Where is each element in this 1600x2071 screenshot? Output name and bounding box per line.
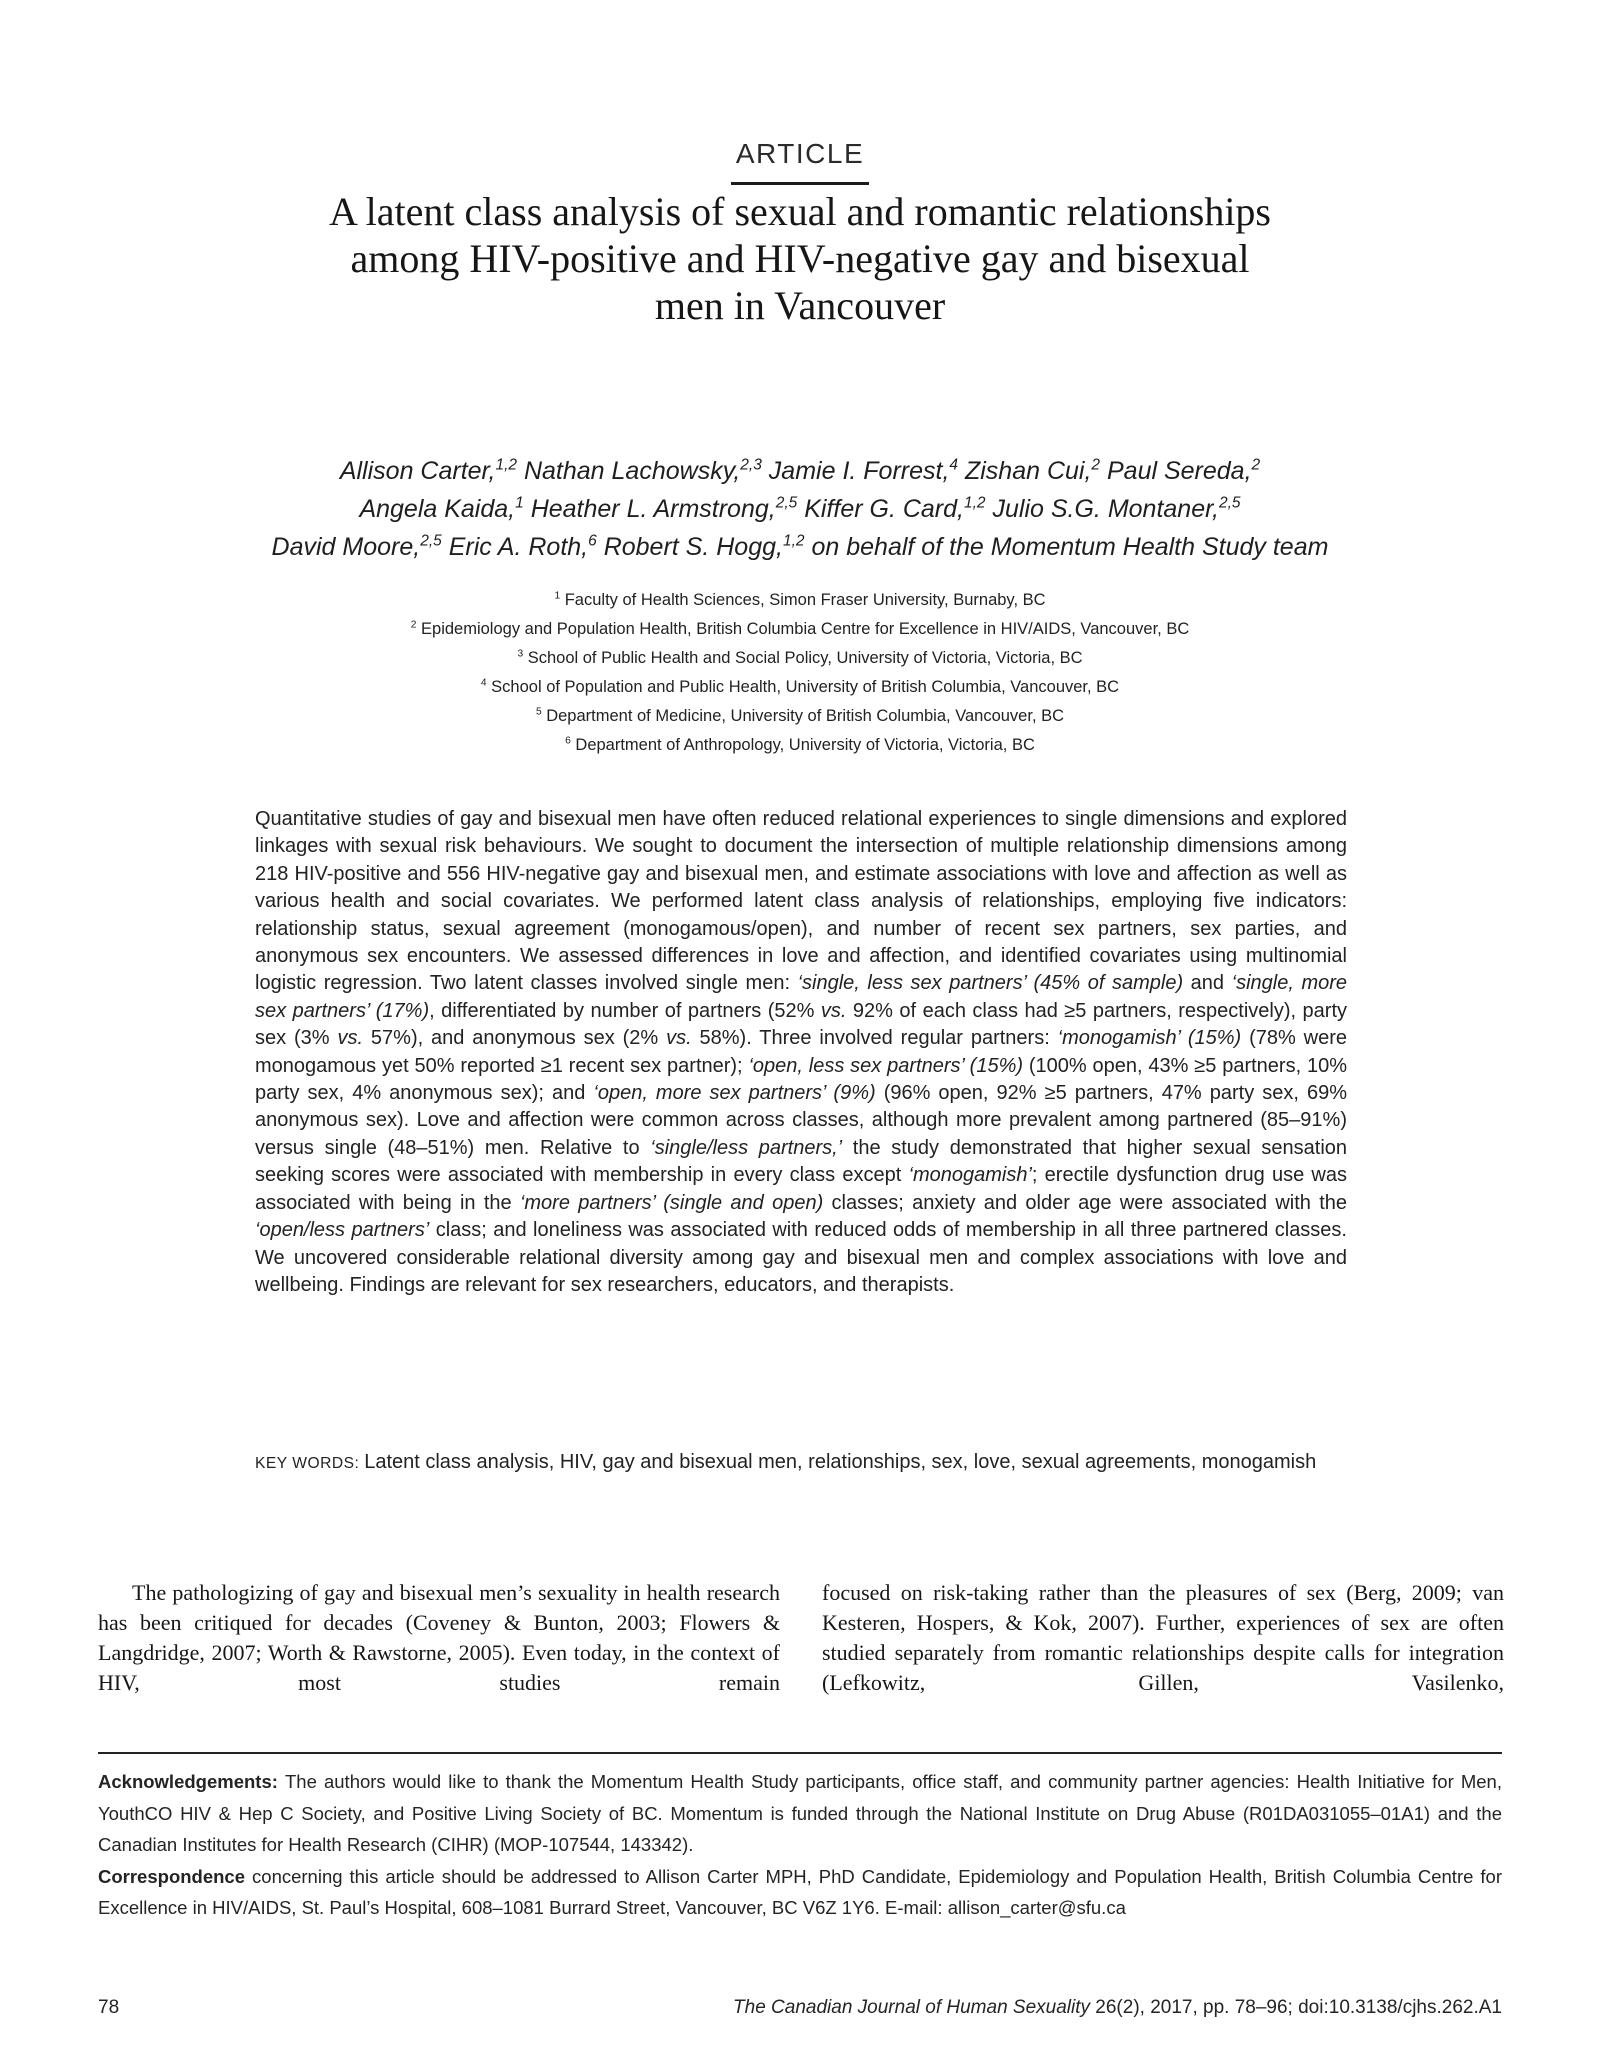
affiliation-line: $^2$ Epidemiology and Population Health, British Columbia Centre for Excellence in HIV/AIDS, Vancouver, BC bbox=[410, 619, 1190, 638]
title-line-1: A latent class analysis of sexual and romantic relationships bbox=[329, 189, 1271, 234]
author-line: Angela Kaida,$^1$ Heather L. Armstrong,$^{2,5}$ Kiffer G. Card,$^{1,2}$ Julio S.G. Montaner,$^{2,5}$ bbox=[359, 494, 1241, 523]
title-line-2: among HIV-positive and HIV-negative gay and bisexual bbox=[350, 236, 1250, 281]
keywords-line: KEY WORDS: Latent class analysis, HIV, gay and bisexual men, relationships, sex, love, sexual agreements, monogamish bbox=[255, 1451, 1317, 1473]
affiliation-line: $^5$ Department of Medicine, University of British Columbia, Vancouver, BC bbox=[535, 706, 1065, 725]
affiliation-line: $^4$ School of Population and Public Health, University of British Columbia, Vancouver, BC bbox=[480, 677, 1120, 696]
page-footer bbox=[98, 1997, 1502, 2019]
author-line: David Moore,$^{2,5}$ Eric A. Roth,$^6$ Robert S. Hogg,$^{1,2}$ on behalf of the Momentum Health Study team bbox=[271, 532, 1329, 561]
journal-citation: The Canadian Journal of Human Sexuality 26(2), 2017, pp. 78–96; doi:10.3138/cjhs.262.A1 bbox=[733, 1997, 1502, 2018]
article-type-label: ARTICLE bbox=[731, 138, 869, 185]
title-line-3: men in Vancouver bbox=[654, 283, 946, 328]
footnote-divider bbox=[98, 1752, 1502, 1754]
author-notes bbox=[98, 1766, 1502, 1924]
affiliation-line: $^1$ Faculty of Health Sciences, Simon Fraser University, Burnaby, BC bbox=[554, 590, 1046, 609]
page-title bbox=[0, 188, 1600, 329]
affiliation-line: $^6$ Department of Anthropology, University of Victoria, Victoria, BC bbox=[565, 735, 1035, 754]
body-column-right: focused on risk-taking rather than the pleasures of sex (Berg, 2009; van Kesteren, Hospers, & Kok, 2007). Further, experiences of sex are often studied separately from romantic relationships despite calls for integration (Lefkowitz, Gillen, Vasilenko, bbox=[822, 1580, 1504, 1695]
affiliation-list bbox=[0, 586, 1600, 760]
author-line: Allison Carter,$^{1,2}$ Nathan Lachowsky,$^{2,3}$ Jamie I. Forrest,$^4$ Zishan Cui,$^2$ Paul Sereda,$^2$ bbox=[339, 456, 1261, 485]
abstract-paragraph: Quantitative studies of gay and bisexual men have often reduced relational experiences to single dimensions and explored linkages with sexual risk behaviours. We sought to document the intersection of multiple relationship dimensions among 218 HIV-positive and 556 HIV-negative gay and bisexual men, and estimate associations with love and affection as well as various health and social covariates. We performed latent class analysis of relationships, employing five indicators: relationship status, sexual agreement (monogamous/open), and number of recent sex partners, sex parties, and anonymous sex encounters. We assessed differences in love and affection, and identified covariates using multinomial logistic regression. Two latent classes involved single men: ‘single, less sex partners’ (45% of sample) and ‘single, more sex partners’ (17%), differentiated by number of partners (52% vs. 92% of each class had ≥5 partners, respectively), party sex (3% vs. 57%), and anonymous sex (2% vs. 58%). Three involved regular partners: ‘monogamish’ (15%) (78% were monogamous yet 50% reported ≥1 recent sex partner); ‘open, less sex partners’ (15%) (100% open, 43% ≥5 partners, 10% party sex, 4% anonymous sex); and ‘open, more sex partners’ (9%) (96% open, 92% ≥5 partners, 47% party sex, 69% anonymous sex). Love and affection were common across classes, although more prevalent among partnered (85–91%) versus single (48–51%) men. Relative to ‘single/less partners,’ the study demonstrated that higher sexual sensation seeking scores were associated with membership in every class except ‘monogamish’; erectile dysfunction drug use was associated with being in the ‘more partners’ (single and open) classes; anxiety and older age were associated with the ‘open/less partners’ class; and loneliness was associated with reduced odds of membership in all three partnered classes. We uncovered considerable relational diversity among gay and bisexual men and complex associations with love and wellbeing. Findings are relevant for sex researchers, educators, and therapists. bbox=[255, 808, 1348, 1296]
body-column-left: The pathologizing of gay and bisexual men’s sexuality in health research has been critiqued for decades (Coveney & Bunton, 2003; Flowers & Langdridge, 2007; Worth & Rawstorne, 2005). Even today, in the context of HIV, most studies remain bbox=[98, 1580, 780, 1695]
acknowledgements-paragraph: Acknowledgements: The authors would like to thank the Momentum Health Study participants, office staff, and community partner agencies: Health Initiative for Men, YouthCO HIV & Hep C Society, and Positive Living Society of BC. Momentum is funded through the National Institute on Drug Abuse (R01DA031055–01A1) and the Canadian Institutes for Health Research (CIHR) (MOP-107544, 143342). bbox=[98, 1771, 1502, 1856]
affiliation-line: $^3$ School of Public Health and Social Policy, University of Victoria, Victoria, BC bbox=[517, 648, 1083, 667]
page-number: 78 bbox=[98, 1997, 120, 2018]
article-type-header bbox=[0, 138, 1600, 185]
author-list bbox=[0, 452, 1600, 566]
correspondence-paragraph: Correspondence concerning this article should be addressed to Allison Carter MPH, PhD Candidate, Epidemiology and Population Health, British Columbia Centre for Excellence in HIV/AIDS, St. Paul’s Hospital, 608–1081 Burrard Street, Vancouver, BC V6Z 1Y6. E-mail: allison_carter@sfu.ca bbox=[98, 1865, 1502, 1919]
